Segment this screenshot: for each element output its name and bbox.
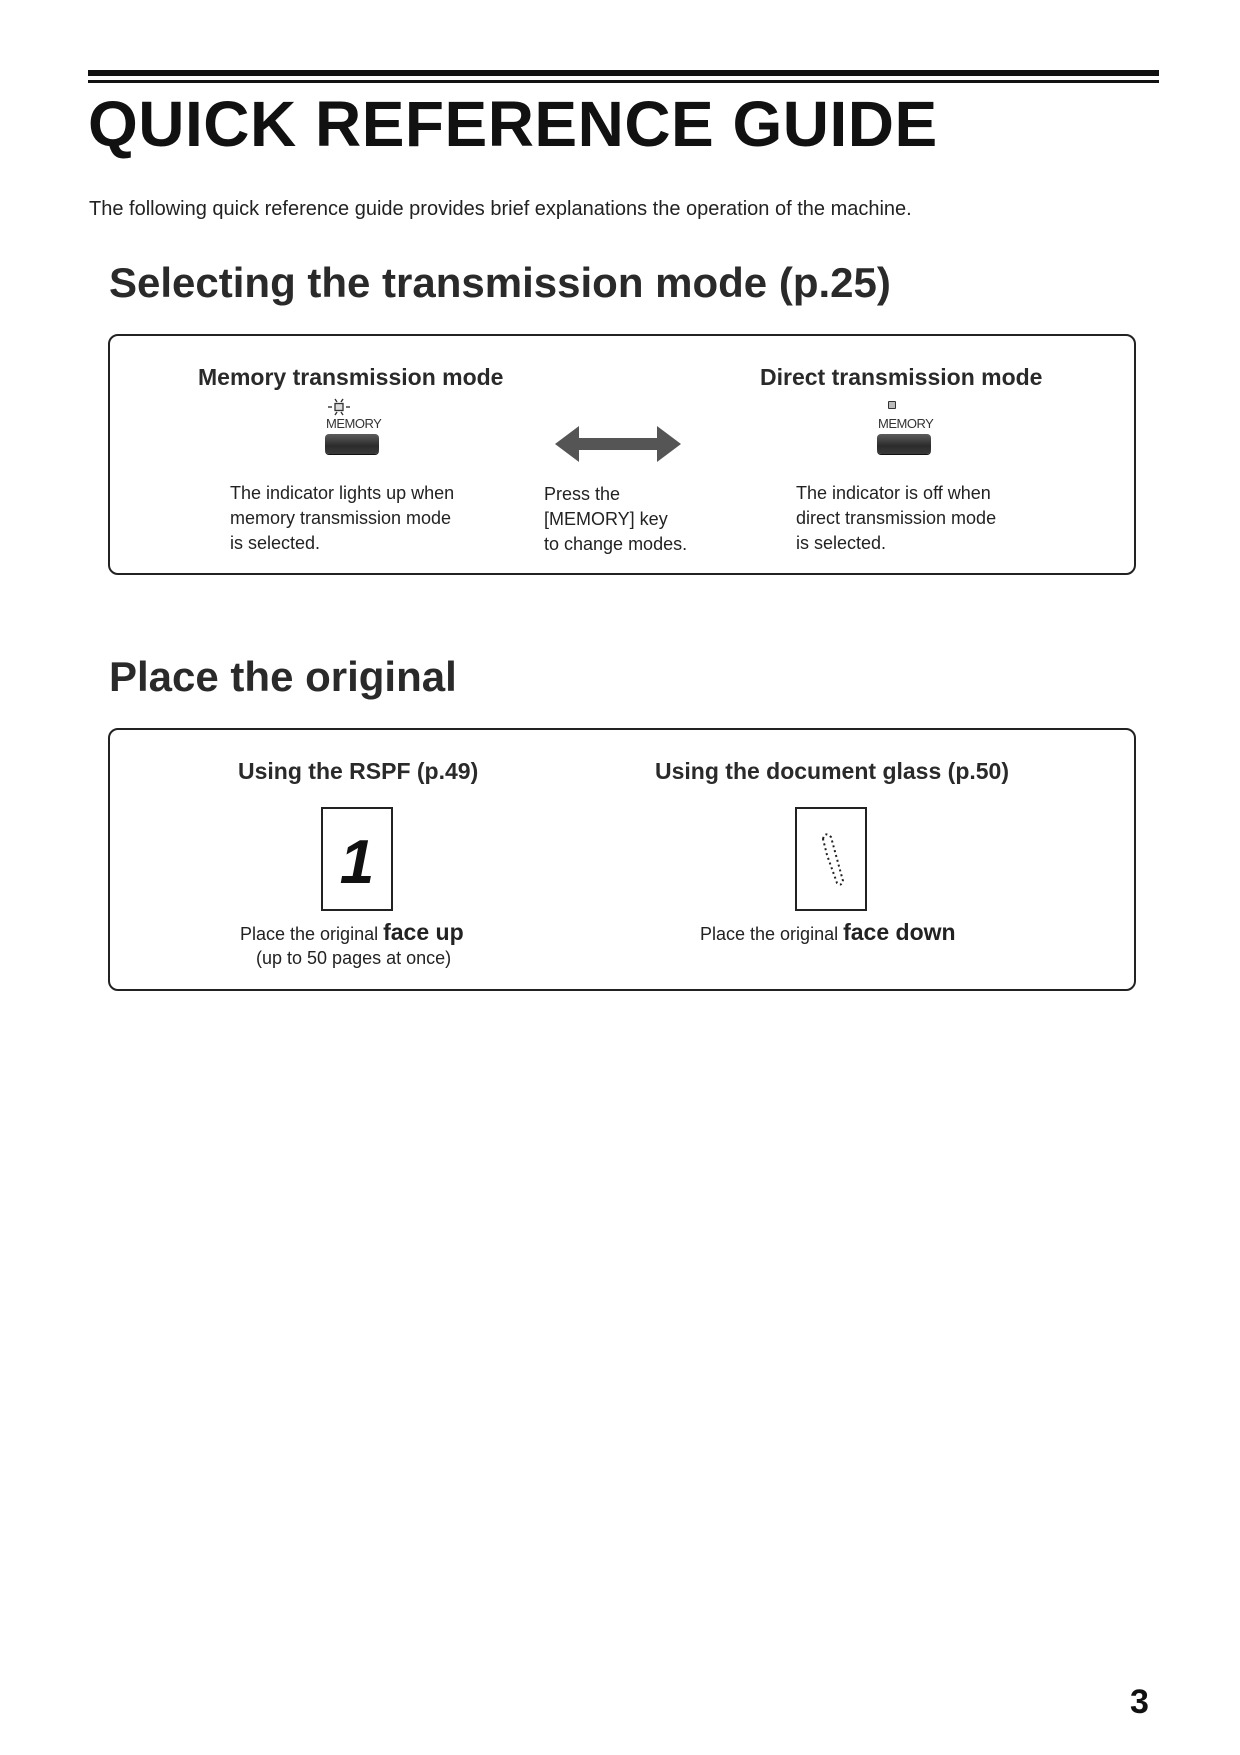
memory-key-on xyxy=(322,398,382,458)
direct-key-label: MEMORY xyxy=(878,416,934,431)
direct-key-button[interactable] xyxy=(877,434,931,454)
page-number-glyph xyxy=(323,809,391,909)
header-rule-thick xyxy=(88,70,1159,76)
direct-mode-title: Direct transmission mode xyxy=(760,364,1043,390)
memory-description-line: memory transmission mode xyxy=(230,508,452,528)
direct-description-line: The indicator is off when xyxy=(796,483,991,503)
rspf-emphasis: face up xyxy=(383,919,464,945)
glass-title: Using the document glass (p.50) xyxy=(655,758,1009,784)
memory-mode-description xyxy=(230,481,454,556)
double-arrow-icon xyxy=(555,424,681,464)
page-title: QUICK REFERENCE GUIDE xyxy=(88,88,938,160)
page-glyph-text: 1 xyxy=(339,828,375,897)
glass-emphasis: face down xyxy=(843,919,956,945)
direct-description-line: direct transmission mode xyxy=(796,508,997,528)
memory-key-button[interactable] xyxy=(325,434,379,454)
indicator-light-on-icon xyxy=(322,398,382,418)
memory-key-off xyxy=(874,398,934,458)
memory-description-line: is selected. xyxy=(230,533,321,553)
rspf-instruction xyxy=(240,920,464,947)
page-face-up-icon xyxy=(321,807,393,911)
memory-mode-title: Memory transmission mode xyxy=(198,364,504,390)
header-rule-thin xyxy=(88,80,1159,83)
place-original-panel xyxy=(108,728,1136,991)
page-face-down-icon xyxy=(795,807,867,911)
dotted-glyph-icon xyxy=(797,809,865,909)
transmission-section-heading: Selecting the transmission mode (p.25) xyxy=(109,259,891,306)
glass-instruction xyxy=(700,920,956,947)
rspf-title: Using the RSPF (p.49) xyxy=(238,758,479,784)
memory-description-line: The indicator lights up when xyxy=(230,483,455,503)
intro-text: The following quick reference guide provides brief explanations the operation of the machine. xyxy=(89,198,912,220)
transmission-mode-panel xyxy=(108,334,1136,575)
page-number: 3 xyxy=(1130,1683,1149,1721)
original-section-heading: Place the original xyxy=(109,653,457,700)
direct-description-line: is selected. xyxy=(796,533,887,553)
toggle-instruction xyxy=(544,482,687,557)
glass-prefix: Place the original xyxy=(700,924,844,944)
rspf-prefix: Place the original xyxy=(240,924,384,944)
memory-key-label: MEMORY xyxy=(326,416,382,431)
toggle-line: [MEMORY] key xyxy=(544,509,668,529)
toggle-line: Press the xyxy=(544,484,621,504)
toggle-line: to change modes. xyxy=(544,534,688,554)
indicator-light-off-icon xyxy=(888,401,896,409)
direct-mode-description xyxy=(796,481,996,556)
rspf-note: (up to 50 pages at once) xyxy=(256,948,452,968)
